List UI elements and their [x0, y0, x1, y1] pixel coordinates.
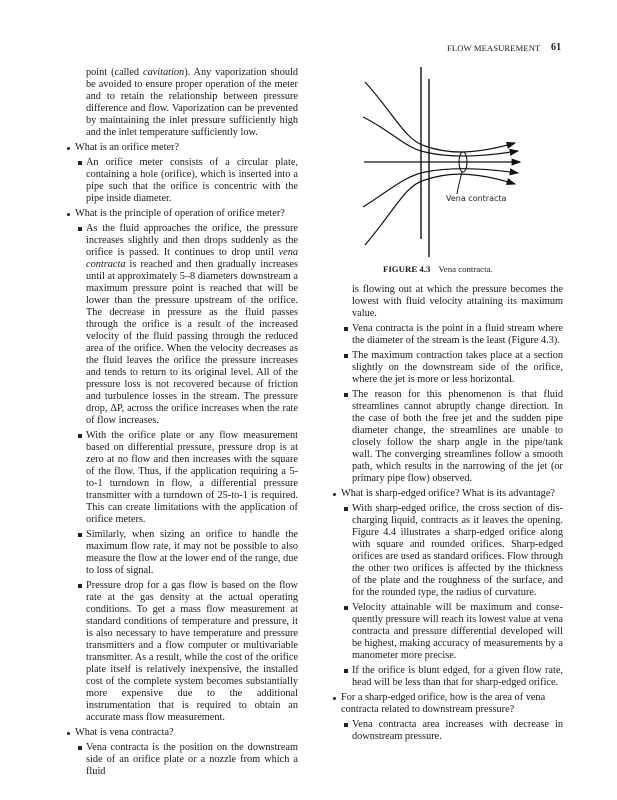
answer-item: Pressure drop for a gas flow is based on the flow rate at the gas density at the actual operating conditions. To get a mass flow measurement at standard conditions of temperature and pressure, it is also necessary to have temperature and pressure transmitters and a flow computer or multivariable transmitter. As a result, while the cost of the orifice plate itself is relatively inexpensive, the installed cost of the complete system becomes substantially more expensive due to the additional instrumentation that is required to obtain an accurate mass flow measurement.	[86, 580, 298, 723]
answer-item: With the orifice plate or any flow measurement based on differential pressure, pressure drop is at zero at no flow and then increases with the square of the flow. Thus, if the application requiring a 5-to-1 turndown in flow, a differential pressure transmitter with a turndown of 25-to-1 is required. This can create limitations with the application of orifice meters.	[86, 430, 298, 525]
annotation-leader	[457, 172, 462, 194]
right-column	[330, 284, 563, 746]
italic-term: cavitation	[143, 67, 185, 78]
figure-caption	[383, 264, 493, 274]
answer-item: Vena contracta is the point in a fluid stream where the diameter of the stream is the least (Figure 4.3).	[352, 323, 563, 346]
streamline	[365, 82, 515, 152]
answer-item: An orifice meter consists of a circular plate, containing a hole (orifice), which is inserted into a pipe such that the orifice is concentric with the pipe inside diameter.	[86, 157, 298, 204]
question: What is an orifice meter?	[75, 142, 298, 154]
page-number: 61	[551, 42, 562, 53]
answer-item: Vena contracta is the position on the downstream side of an orifice plate or a nozzle from which a fluid	[86, 742, 298, 777]
answer-item: Vena contracta area increases with decrease in downstream pressure.	[352, 719, 563, 742]
answer-item: The reason for this phenomenon is that fluid streamlines cannot abruptly change direction. In the case of both the free jet and the sudden pipe diameter change, the streamlines are unable to closely follow the sharp angle in the pipe/tank wall. The converging streamlines follow a smooth path, which results in the narrowing of the jet (or primary pipe flow) observed.	[352, 389, 563, 484]
caption-text: Vena contracta.	[438, 264, 493, 274]
question: What is vena contracta?	[75, 727, 298, 739]
figure-label: FIGURE 4.3	[383, 264, 431, 274]
question: For a sharp-edged orifice, how is the area of vena contracta related to downstream pressure?	[341, 692, 563, 716]
answer-item: With sharp-edged orifice, the cross section of discharging liquid, contracts as it leaves the opening. Figure 4.4 illustrates a sharp-edged orifice along with square and rounded orifices. Sharp-edged orifices are used as standard orifices. Flow through the other two orifices is affected by the thickness of the plate and the roughness of the surface, and for the rounded type, the radius of curvature.	[352, 503, 563, 598]
answer-item: Similarly, when sizing an orifice to handle the maximum flow rate, it may not be possible to also measure the flow at the lower end of the range, due to loss of signal.	[86, 529, 298, 576]
running-header: FLOW MEASUREMENT	[447, 43, 541, 53]
text: is reached and then gradually increases until at approximately 5–8 diameters downstream a maximum pressure point is reached that will be lower than the pressure upstream of the orifice. The decrease in pressure as the fluid passes through the orifice is a result of the increased velocity of the fluid passing through the reduced area of the orifice. When the velocity decreases as the fluid leaves the orifice the pressure increases and tends to return to its original level. All of the pressure loss is not recovered because of friction and turbulence losses in the stream. The pressure drop, ΔP, across the orifice increases when the rate of flow increases.	[86, 259, 298, 426]
question: What is the principle of operation of orifice meter?	[75, 208, 298, 220]
answer-item: Velocity attainable will be maximum and consequently pressure will reach its lowest value at vena contracta and pressure differential developed will be highest, making accuracy of measurements by a manometer more precise.	[352, 602, 563, 661]
text: As the fluid approaches the orifice, the pressure increases slightly and then drops suddenly as the orifice is passed. It continues to drop until	[86, 223, 298, 258]
streamline	[365, 174, 515, 245]
continued-text: is flowing out at which the pressure becomes the lowest with fluid velocity attaining its maximum value.	[352, 284, 563, 319]
text: point (called	[86, 67, 143, 78]
text: ). Any vaporization should be avoided to ensure proper operation of the meter and to retain the relationship between pressure difference and flow. Vaporization can be prevented by maintaining the inlet pressure sufficiently high and the inlet temperature sufficiently low.	[86, 67, 298, 138]
italic-term: vena contracta	[86, 247, 298, 270]
question: What is sharp-edged orifice? What is its advantage?	[341, 488, 563, 500]
answer-item: If the orifice is blunt edged, for a given flow rate, head will be less than that for sharp-edged orifice.	[352, 665, 563, 688]
figure-annotation: Vena contracta	[446, 194, 507, 203]
answer-item: The maximum contraction takes place at a section slightly on the downstream side of the orifice, where the jet is more or less horizontal.	[352, 350, 563, 385]
